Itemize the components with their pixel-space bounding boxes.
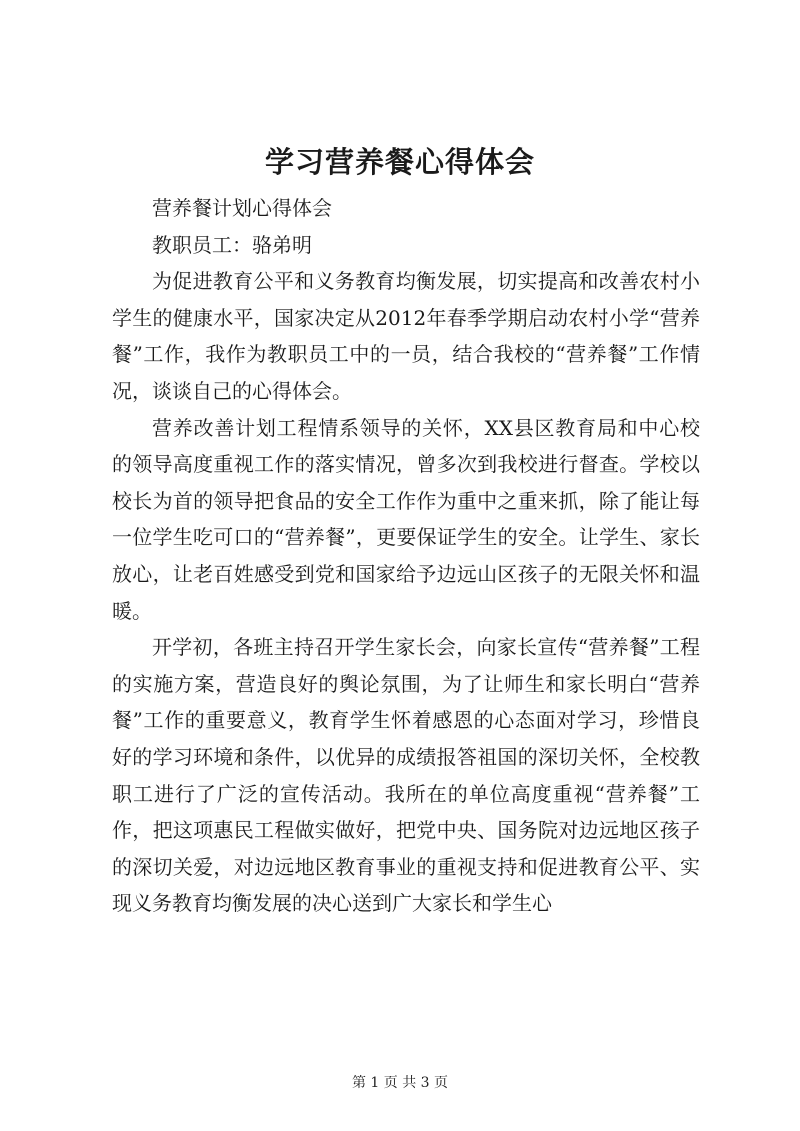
paragraph-leadership: 营养改善计划工程情系领导的关怀，XX县区教育局和中心校的领导高度重视工作的落实情况，曾多次到我校进行督查。学校以校长为首的领导把食品的安全工作作为重中之重来抓，除了能让每一位学生吃可口的“营养餐”，更要保证学生的安全。让学生、家长放心，让老百姓感受到党和国家给予边远山区孩子的无限关怀和温暖。 [112, 415, 700, 623]
paragraph-author: 教职员工：骆弟明 [152, 232, 312, 257]
paragraph-intro: 为促进教育公平和义务教育均衡发展，切实提高和改善农村小学生的健康水平，国家决定从2012年春季学期启动农村小学“营养餐”工作，我作为教职员工中的一员，结合我校的“营养餐”工作情况，谈谈自己的心得体会。 [112, 269, 700, 403]
document-title: 学习营养餐心得体会 [264, 145, 535, 179]
paragraph-promotion: 开学初，各班主持召开学生家长会，向家长宣传“营养餐”工程的实施方案，营造良好的舆论氛围，为了让师生和家长明白“营养餐”工作的重要意义，教育学生怀着感恩的心态面对学习，珍惜良好的学习环境和条件，以优异的成绩报答祖国的深切关怀，全校教职工进行了广泛的宣传活动。我所在的单位高度重视“营养餐”工作，把这项惠民工程做实做好，把党中央、国务院对边远地区孩子的深切关爱，对边远地区教育事业的重视支持和促进教育公平、实现义务教育均衡发展的决心送到广大家长和学生心 [112, 635, 700, 916]
paragraph-subtitle: 营养餐计划心得体会 [152, 196, 332, 220]
document-body [112, 190, 700, 922]
page-footer: 第 1 页 共 3 页 [351, 1075, 449, 1091]
